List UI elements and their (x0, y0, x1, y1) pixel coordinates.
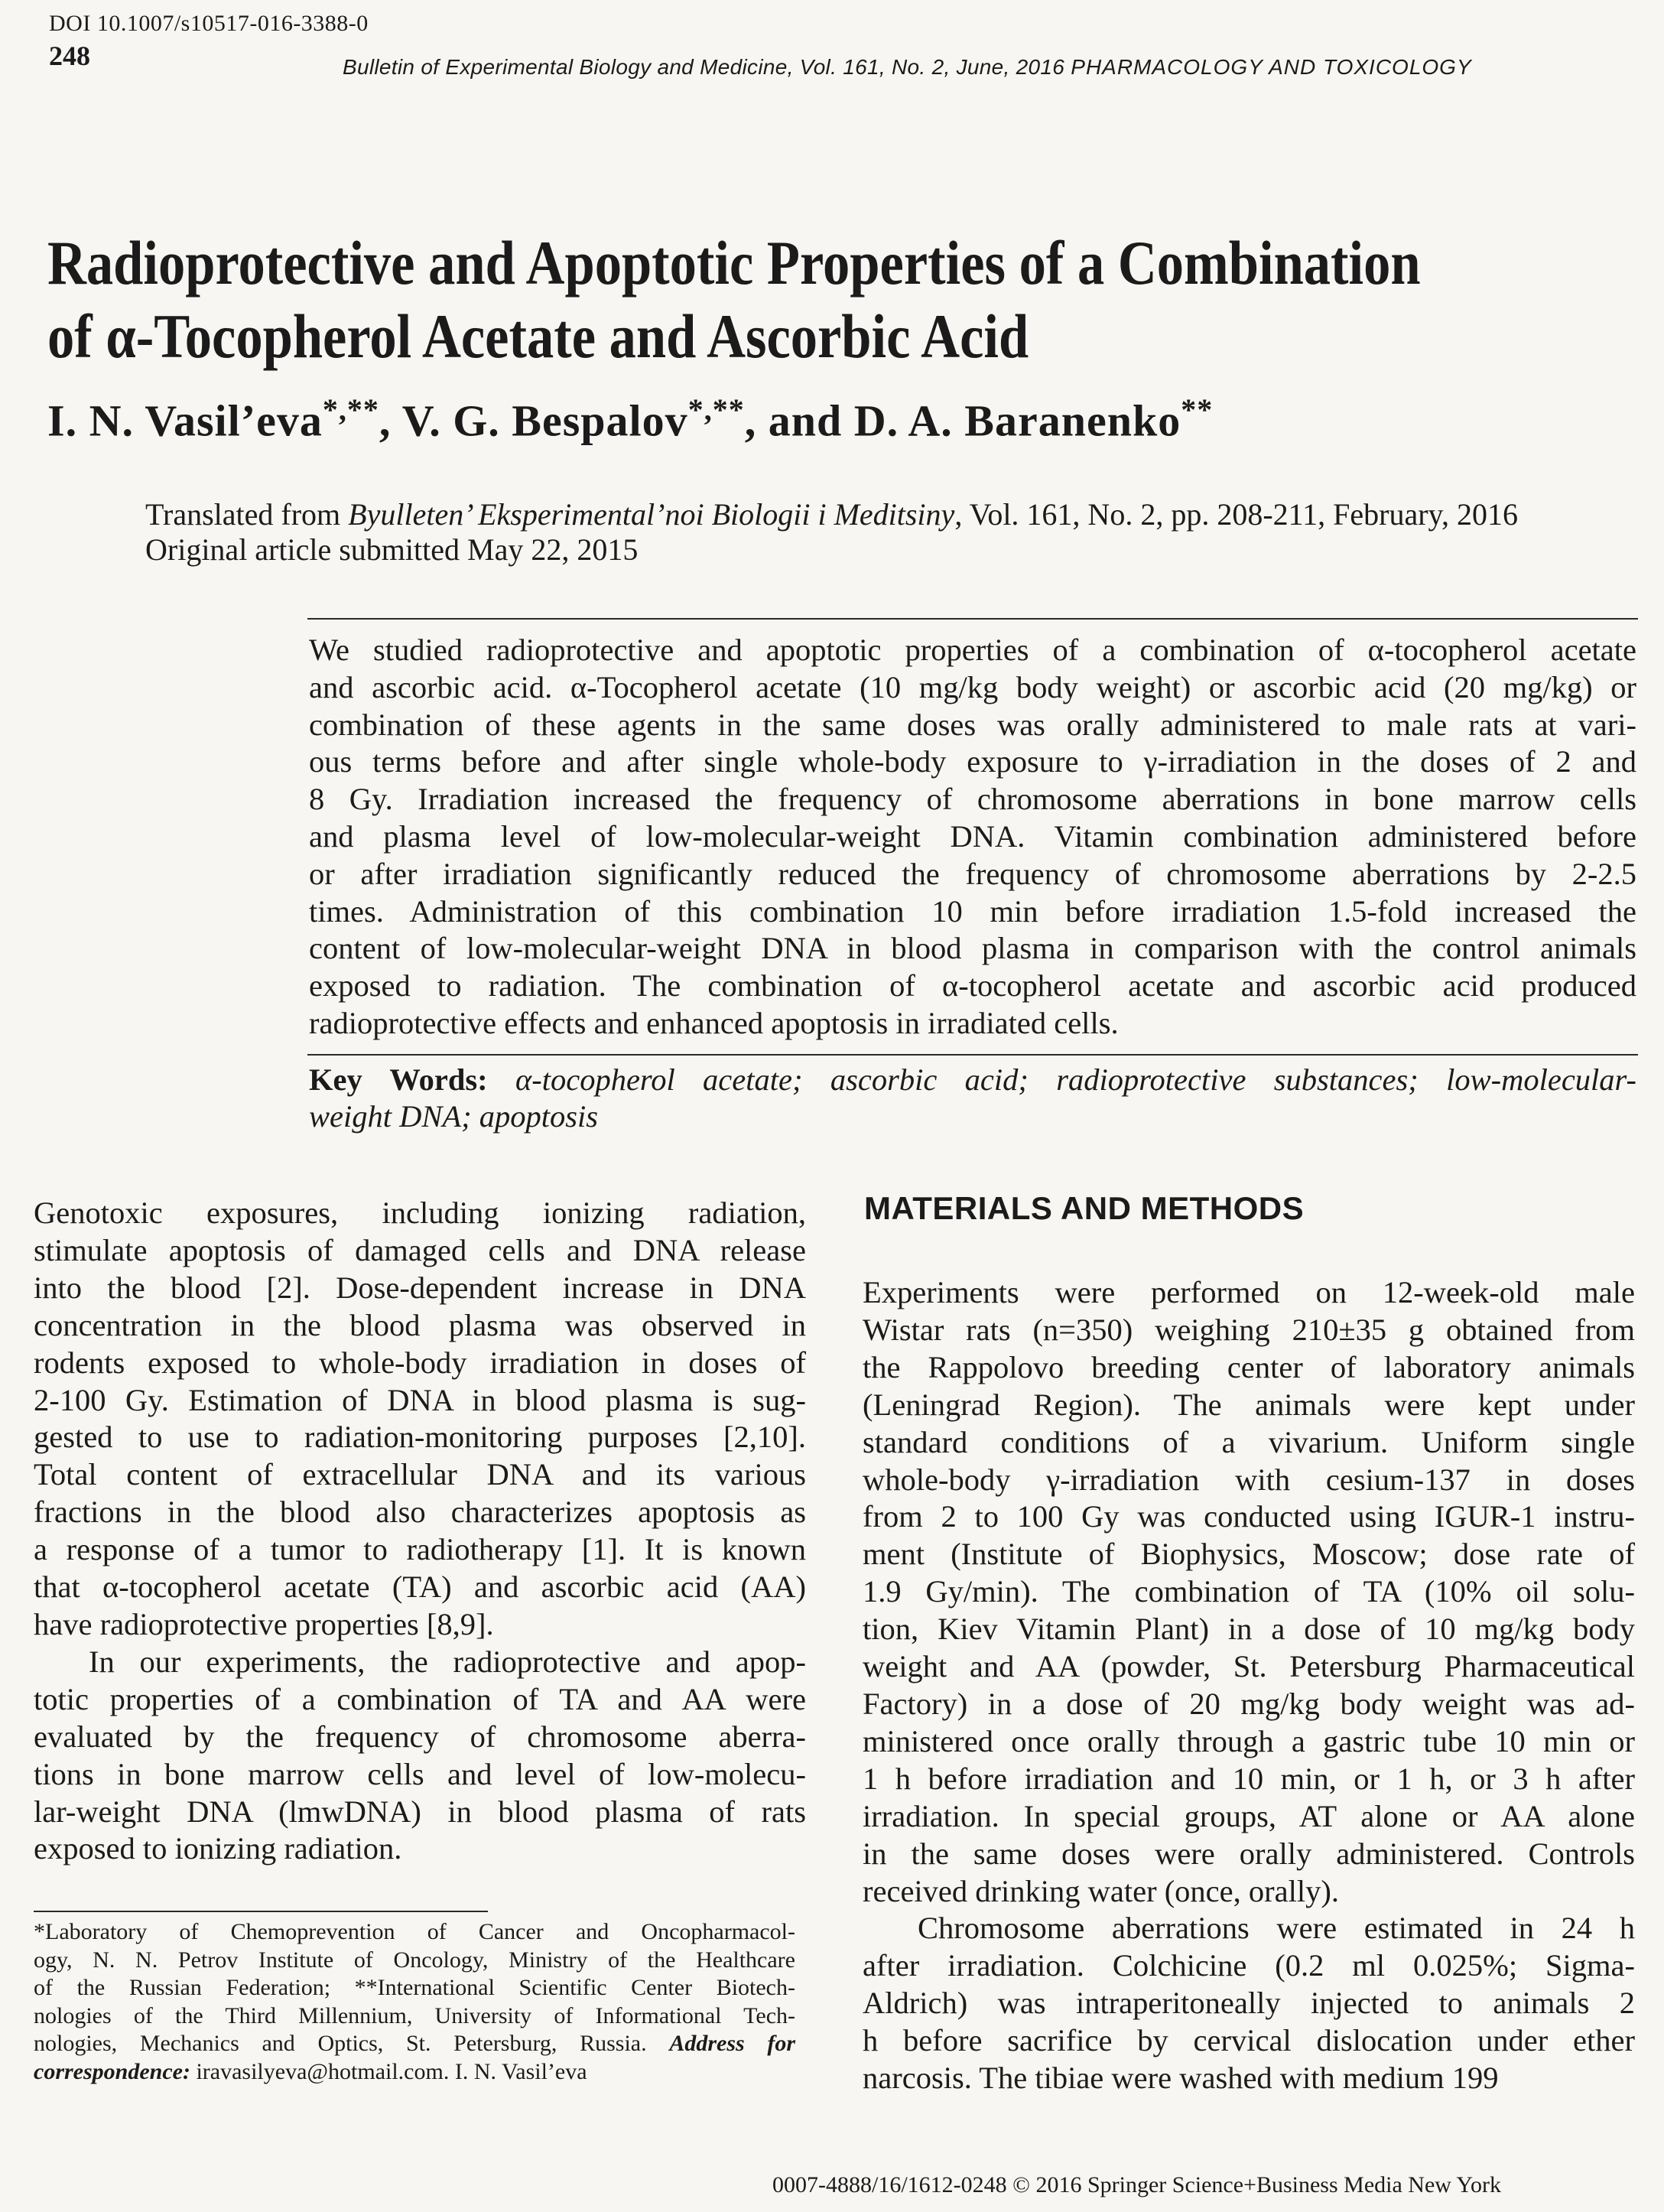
author-separator: , (379, 395, 402, 446)
introduction-column (34, 1195, 806, 1868)
footnote-line: *Laboratory of Chemoprevention of Cancer and Oncopharmacol- (34, 1919, 795, 1944)
body-text-line: tions in bone marrow cells and level of low-molecu- (34, 1756, 806, 1791)
footnote-line (34, 2030, 795, 2058)
footnote-text: nologies, Mechanics and Optics, St. Petersburg, Russia. (34, 2031, 647, 2057)
abstract-line: and plasma level of low-molecular-weight DNA. Vitamin combination administered before (309, 818, 1636, 854)
body-text-line: have radioprotective properties [8,9]. (34, 1606, 494, 1641)
keywords-text: α-tocopherol acetate; ascorbic acid; radioprotective substances; low-molecular- (515, 1062, 1636, 1097)
body-text-line: a response of a tumor to radiotherapy [1]. It is known (34, 1532, 806, 1567)
author-affiliation-marks: ** (1181, 392, 1214, 427)
body-text-line: whole-body γ-irradiation with cesium-137 in doses (863, 1462, 1635, 1497)
methods-column (863, 1274, 1635, 2097)
body-text-line: after irradiation. Colchicine (0.2 ml 0.025%; Sigma- (863, 1948, 1635, 1983)
address-label: correspondence: (34, 2058, 190, 2084)
footnote-rule (34, 1911, 488, 1912)
body-text-line: Total content of extracellular DNA and its various (34, 1457, 806, 1492)
running-header (343, 55, 1472, 80)
abstract-line: radioprotective effects and enhanced apoptosis in irradiated cells. (309, 1005, 1119, 1040)
abstract-line: 8 Gy. Irradiation increased the frequency of chromosome aberrations in bone marrow cells (309, 782, 1636, 817)
author-list (47, 392, 1213, 446)
title-line-2: of α-Tocopherol Acetate and Ascorbic Acid (47, 301, 1029, 371)
author-name: V. G. Bespalov (401, 395, 688, 446)
body-text-line: the Rappolovo breeding center of laboratory animals (863, 1349, 1635, 1384)
author-name: I. N. Vasil’eva (47, 395, 323, 446)
body-text-line: (Leningrad Region). The animals were kept under (863, 1387, 1635, 1422)
body-text-line: totic properties of a combination of TA and AA were (34, 1681, 806, 1716)
abstract-line: times. Administration of this combination 10 min before irradiation 1.5-fold increased the (309, 893, 1636, 929)
abstract-line: exposed to radiation. The combination of α-tocopherol acetate and ascorbic acid produced (309, 968, 1636, 1004)
author-affiliation-marks: *,** (687, 392, 745, 427)
doi: DOI 10.1007/s10517-016-3388-0 (49, 11, 369, 36)
body-text-line: gested to use to radiation-monitoring purposes [2,10]. (34, 1420, 806, 1455)
translation-source (145, 497, 1621, 532)
body-text-line: evaluated by the frequency of chromosome aberra- (34, 1719, 806, 1754)
body-text-line: in the same doses were orally administered. Controls (863, 1836, 1635, 1871)
article-title (47, 226, 1421, 373)
title-line-1: Radioprotective and Apoptotic Properties of a Combination (47, 228, 1421, 298)
affiliation-footnote (34, 1918, 795, 2087)
body-text-line: that α-tocopherol acetate (TA) and ascorbic acid (AA) (34, 1570, 806, 1605)
body-text-line: stimulate apoptosis of damaged cells and DNA release (34, 1232, 806, 1267)
keywords-text: weight DNA; apoptosis (309, 1099, 599, 1134)
author-affiliation-marks: *,** (322, 392, 379, 427)
body-text-line: fractions in the blood also characterizes apoptosis as (34, 1495, 806, 1530)
body-text-line: h before sacrifice by cervical dislocation under ether (863, 2023, 1635, 2058)
copyright-line: 0007-4888/16/1612-0248 © 2016 Springer Science+Business Media New York (772, 2172, 1501, 2197)
body-text-line: narcosis. The tibiae were washed with medium 199 (863, 2061, 1499, 2096)
author-separator: , and (744, 395, 854, 446)
abstract-line: and ascorbic acid. α-Tocopherol acetate (10 mg/kg body weight) or ascorbic acid (20 mg/kg) or (309, 669, 1636, 704)
body-text-line: Factory) in a dose of 20 mg/kg body weight was ad- (863, 1686, 1635, 1721)
body-text-line: into the blood [2]. Dose-dependent increase in DNA (34, 1270, 806, 1305)
footnote-line: nologies of the Third Millennium, University of Informational Tech- (34, 2002, 795, 2028)
body-text-line: Genotoxic exposures, including ionizing radiation, (34, 1195, 806, 1230)
body-text-line: Wistar rats (n=350) weighing 210±35 g obtained from (863, 1312, 1635, 1347)
keywords-label: Key Words: (309, 1062, 488, 1097)
journal-section: PHARMACOLOGY AND TOXICOLOGY (1071, 55, 1472, 79)
translation-prefix: Translated from (145, 497, 349, 532)
abstract-bottom-rule (307, 1054, 1638, 1056)
translation-note (145, 497, 1621, 568)
body-text-line: Chromosome aberrations were estimated in 24 h (918, 1911, 1635, 1946)
abstract-line: combination of these agents in the same doses was orally administered to male rats at vari- (309, 707, 1636, 742)
footnote-line: of the Russian Federation; **International Scientific Center Biotech- (34, 1975, 795, 2001)
body-text-line: ministered once orally through a gastric tube 10 min or (863, 1723, 1635, 1758)
body-text-line: received drinking water (once, orally). (863, 1873, 1339, 1908)
body-text-line: In our experiments, the radioprotective and apop- (89, 1644, 806, 1679)
body-text-line: irradiation. In special groups, AT alone or AA alone (863, 1798, 1635, 1833)
body-text-line: exposed to ionizing radiation. (34, 1831, 402, 1866)
author-name: D. A. Baranenko (853, 395, 1181, 446)
body-text-line: 2-100 Gy. Estimation of DNA in blood plasma is sug- (34, 1382, 806, 1417)
original-journal: Byulleten’ Eksperimental’noi Biologii i Meditsiny (348, 497, 955, 532)
body-text-line: rodents exposed to whole-body irradiation in doses of (34, 1345, 806, 1380)
body-text-line: weight and AA (powder, St. Petersburg Pharmaceutical (863, 1649, 1635, 1684)
submission-date: Original article submitted May 22, 2015 (145, 532, 639, 567)
translation-suffix: , Vol. 161, No. 2, pp. 208-211, February, 2016 (954, 497, 1518, 532)
body-text-line: 1 h before irradiation and 10 min, or 1 h, or 3 h after (863, 1761, 1635, 1796)
abstract (309, 632, 1636, 1043)
body-text-line: Aldrich) was intraperitoneally injected to animals 2 (863, 1986, 1635, 2021)
correspondence-email: iravasilyeva@hotmail.com. I. N. Vasil’eva (190, 2058, 587, 2084)
address-label: Address for (669, 2031, 796, 2057)
body-text-line: from 2 to 100 Gy was conducted using IGUR-1 instru- (863, 1499, 1635, 1534)
journal-citation: Bulletin of Experimental Biology and Medicine, Vol. 161, No. 2, June, 2016 (343, 55, 1065, 79)
abstract-line: ous terms before and after single whole-body exposure to γ-irradiation in the doses of 2 and (309, 744, 1636, 779)
footnote-line: ogy, N. N. Petrov Institute of Oncology, Ministry of the Healthcare (34, 1947, 795, 1973)
section-heading-methods: MATERIALS AND METHODS (864, 1190, 1305, 1226)
body-text-line: lar-weight DNA (lmwDNA) in blood plasma of rats (34, 1794, 806, 1829)
footnote-line (34, 2058, 795, 2087)
body-text-line: Experiments were performed on 12-week-old male (863, 1275, 1635, 1309)
page-number: 248 (49, 41, 90, 71)
abstract-line: content of low-molecular-weight DNA in blood plasma in comparison with the control animals (309, 931, 1636, 966)
body-text-line: 1.9 Gy/min). The combination of TA (10% oil solu- (863, 1574, 1635, 1609)
body-text-line: ment (Institute of Biophysics, Moscow; dose rate of (863, 1537, 1635, 1572)
body-text-line: concentration in the blood plasma was observed in (34, 1307, 806, 1342)
abstract-line: or after irradiation significantly reduced the frequency of chromosome aberrations by 2-2.5 (309, 856, 1636, 891)
keywords (309, 1062, 1636, 1135)
abstract-line: We studied radioprotective and apoptotic properties of a combination of α-tocopherol acetate (309, 633, 1636, 667)
abstract-top-rule (307, 618, 1638, 620)
body-text-line: standard conditions of a vivarium. Uniform single (863, 1424, 1635, 1459)
body-text-line: tion, Kiev Vitamin Plant) in a dose of 10 mg/kg body (863, 1612, 1635, 1647)
